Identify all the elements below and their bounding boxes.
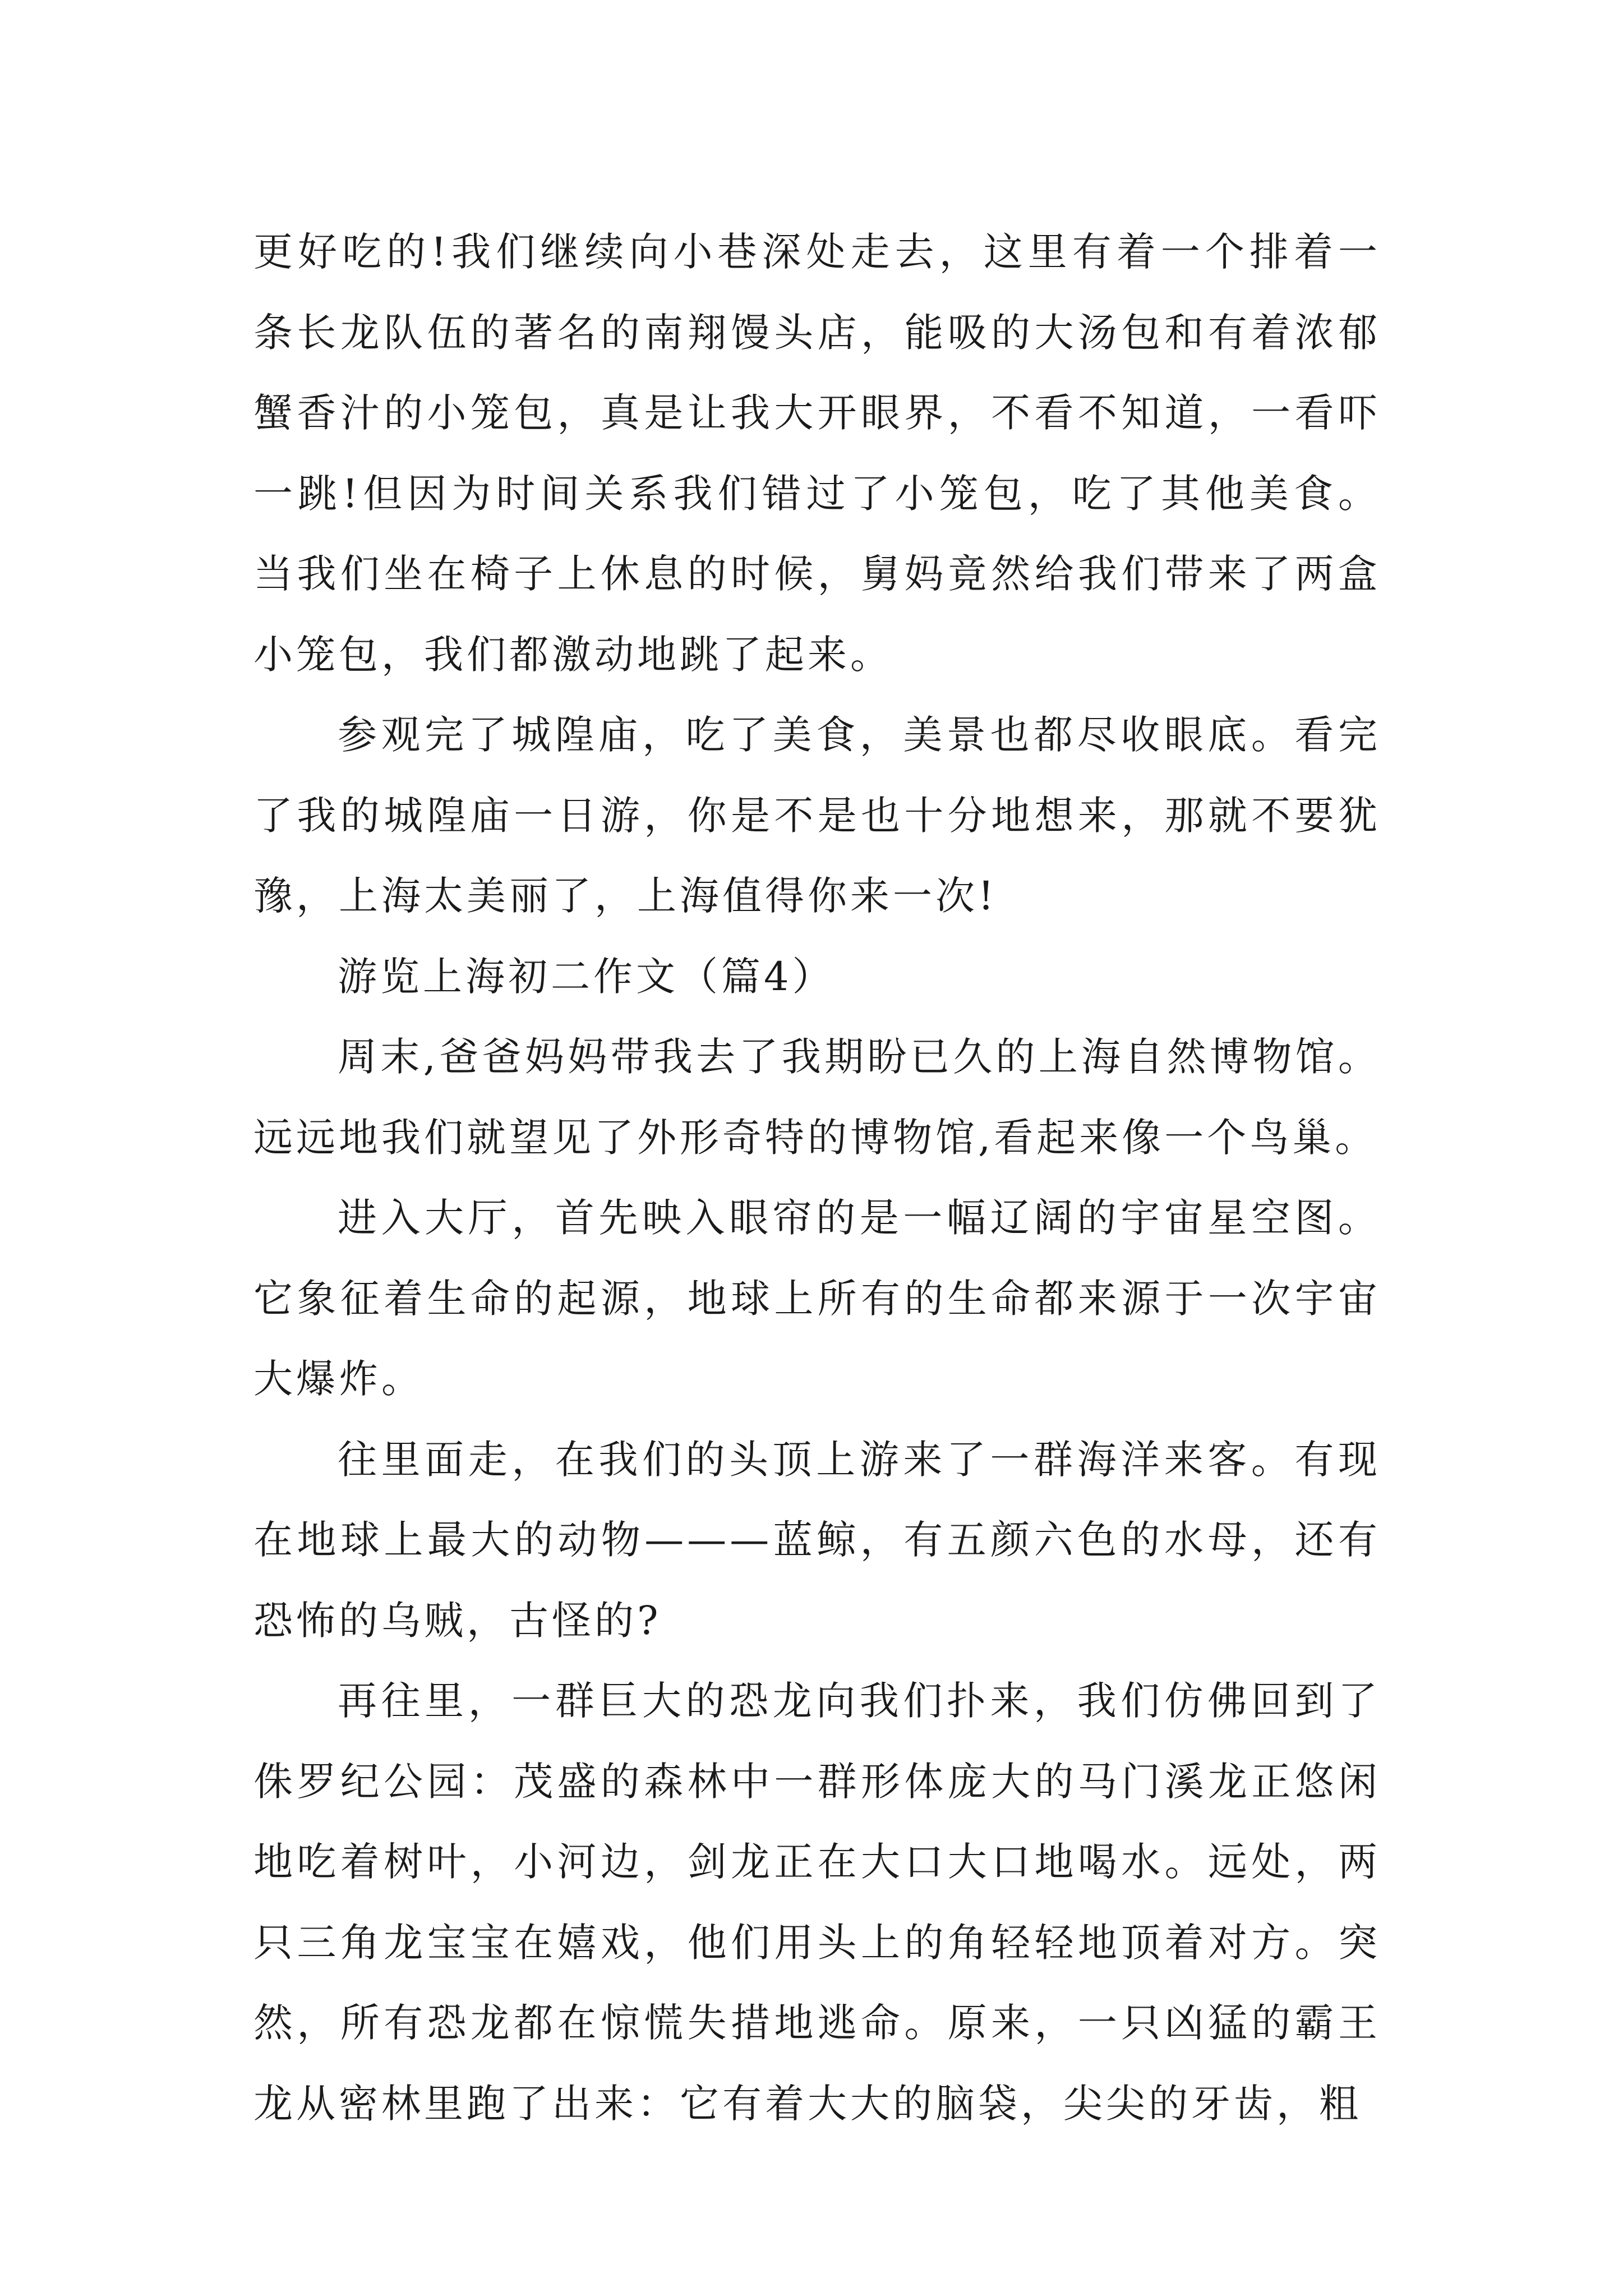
paragraph-4: 进入大厅，首先映入眼帘的是一幅辽阔的宇宙星空图。它象征着生命的起源，地球上所有的生命都来源于一次宇宙大爆炸。 [253, 1195, 1381, 1402]
essay-body [253, 212, 1381, 2144]
paragraph-6: 再往里，一群巨大的恐龙向我们扑来，我们仿佛回到了侏罗纪公园：茂盛的森林中一群形体庞大的马门溪龙正悠闲地吃着树叶，小河边，剑龙正在大口大口地喝水。远处，两只三角龙宝宝在嬉戏，他们用头上的角轻轻地顶着对方。突然，所有恐龙都在惊慌失措地逃命。原来，一只凶猛的霸王龙从密林里跑了出来：它有着大大的脑袋，尖尖的牙齿，粗 [253, 1678, 1381, 2127]
section-heading: 游览上海初二作文（篇4） [338, 953, 835, 1000]
paragraph-5: 往里面走，在我们的头顶上游来了一群海洋来客。有现在地球上最大的动物———蓝鲸，有五颜六色的水母，还有恐怖的乌贼，古怪的? [253, 1436, 1381, 1644]
paragraph-3: 周末,爸爸妈妈带我去了我期盼已久的上海自然博物馆。远远地我们就望见了外形奇特的博物馆,看起来像一个鸟巢。 [253, 1034, 1381, 1161]
paragraph-1: 更好吃的!我们继续向小巷深处走去，这里有着一个排着一条长龙队伍的著名的南翔馒头店，能吸的大汤包和有着浓郁蟹香汁的小笼包，真是让我大开眼界，不看不知道，一看吓一跳!但因为时间关系我们错过了小笼包，吃了其他美食。当我们坐在椅子上休息的时候，舅妈竟然给我们带来了两盒小笼包，我们都激动地跳了起来。 [253, 229, 1381, 678]
paragraph-2: 参观完了城隍庙，吃了美食，美景也都尽收眼底。看完了我的城隍庙一日游，你是不是也十分地想来，那就不要犹豫，上海太美丽了，上海值得你来一次! [253, 712, 1381, 919]
